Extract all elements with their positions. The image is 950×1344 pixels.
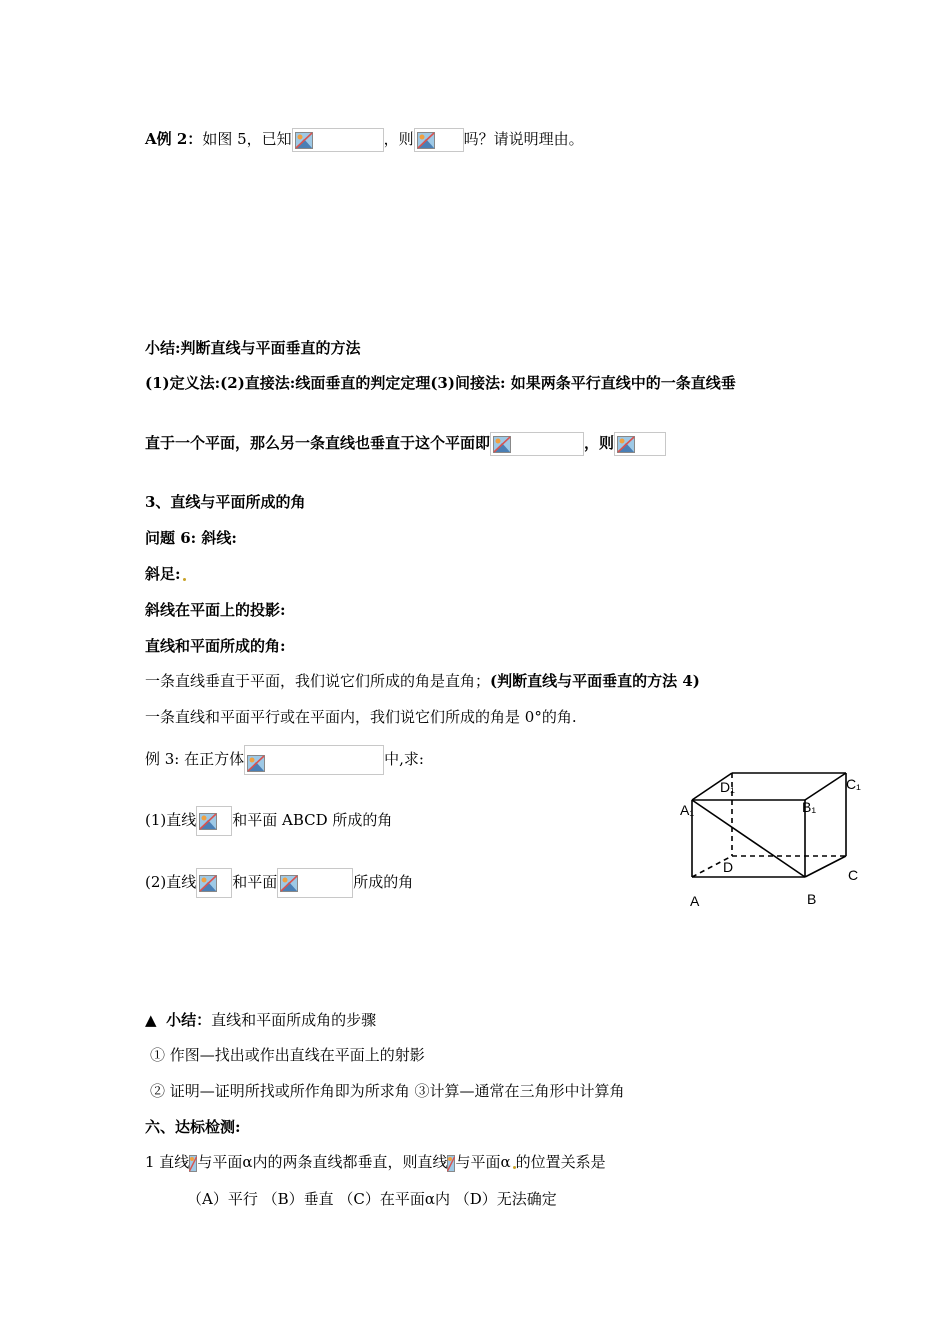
broken-image-icon xyxy=(196,806,232,836)
section3-parallel: 一条直线和平面平行或在平面内，我们说它们所成的角是 0°的角. xyxy=(145,708,577,726)
example3-q2c: 所成的角 xyxy=(353,873,414,891)
broken-image-icon xyxy=(244,745,384,775)
section6-q1a: 1 直线 xyxy=(145,1153,190,1171)
example2-text1: 如图 5，已知 xyxy=(202,130,292,148)
label-b: B xyxy=(807,891,817,907)
edge-b1-c1 xyxy=(805,773,846,800)
section3-foot-text: 斜足: xyxy=(145,565,181,583)
section3-angle: 直线和平面所成的角: xyxy=(145,637,286,655)
triangle-marker: ▲ xyxy=(145,1011,157,1029)
section3-perp-text: 一条直线垂直于平面，我们说它们所成的角是直角； xyxy=(145,672,491,690)
example3-intro1: 例 3: 在正方体 xyxy=(145,750,245,768)
summary1-line1: (1)定义法:(2)直接法:线面垂直的判定定理(3)间接法: 如果两条平行直线中的一条直线垂 xyxy=(145,374,736,392)
label-c: C xyxy=(848,867,859,883)
example3-q1a: (1)直线 xyxy=(145,811,197,829)
edge-b-c xyxy=(805,856,846,877)
broken-image-icon xyxy=(277,868,353,898)
label-b1: B₁ xyxy=(802,799,817,815)
section3-projection: 斜线在平面上的投影: xyxy=(145,601,286,619)
summary1-line2b-text: ，则 xyxy=(584,434,615,452)
section3-title: 3、直线与平面所成的角 xyxy=(145,493,306,511)
dot-marker xyxy=(183,578,186,581)
broken-image-icon xyxy=(447,1155,455,1172)
summary2-label: 小结： xyxy=(166,1011,212,1029)
label-a1: A₁ xyxy=(680,802,695,818)
label-c1: C₁ xyxy=(846,776,861,792)
example3-q2 xyxy=(145,868,413,898)
label-d1: D₁ xyxy=(720,779,735,795)
summary1-line2 xyxy=(145,432,666,456)
broken-image-icon xyxy=(196,868,232,898)
example2-text2: ，则 xyxy=(383,130,414,148)
example3-q1 xyxy=(145,806,392,836)
section3-perp xyxy=(145,671,700,691)
example3-q2b: 和平面 xyxy=(232,873,278,891)
section3-q6: 问题 6: 斜线: xyxy=(145,529,237,547)
summary1-title: 小结:判断直线与平面垂直的方法 xyxy=(145,339,361,357)
section6-q1c: 与平面α xyxy=(455,1153,511,1171)
section6-q1d: 的位置关系是 xyxy=(515,1153,606,1171)
broken-image-icon xyxy=(189,1155,197,1172)
section6-q1b: 与平面α内的两条直线都垂直，则直线 xyxy=(197,1153,448,1171)
example2-line xyxy=(145,128,584,152)
section3-foot xyxy=(145,564,186,584)
example3-intro xyxy=(145,745,424,775)
example3-intro2: 中,求: xyxy=(384,750,424,768)
summary2-step2: ② 证明—证明所找或所作角即为所求角 ③计算—通常在三角形中计算角 xyxy=(150,1082,625,1100)
section3-perp-bold: (判断直线与平面垂直的方法 4) xyxy=(490,672,700,690)
section6-options: （A）平行 （B）垂直 （C）在平面α内 （D）无法确定 xyxy=(187,1190,557,1208)
broken-image-icon xyxy=(292,128,384,152)
broken-image-icon xyxy=(490,432,584,456)
summary2-text: 直线和平面所成角的步骤 xyxy=(211,1011,377,1029)
example3-q1b: 和平面 ABCD 所成的角 xyxy=(232,811,393,829)
cube-diagram xyxy=(670,770,870,920)
example3-q2a: (2)直线 xyxy=(145,873,197,891)
summary2-title xyxy=(145,1010,376,1030)
section6-title: 六、达标检测: xyxy=(145,1118,241,1136)
label-d: D xyxy=(723,859,734,875)
broken-image-icon xyxy=(614,432,666,456)
example2-prefix: A例 2： xyxy=(145,130,203,148)
summary2-step1: ① 作图—找出或作出直线在平面上的射影 xyxy=(150,1046,425,1064)
example2-text3: 吗？请说明理由。 xyxy=(463,130,584,148)
diagonal-a1-b xyxy=(692,800,805,877)
section6-q1 xyxy=(145,1152,606,1172)
broken-image-icon xyxy=(414,128,464,152)
label-a: A xyxy=(690,893,700,909)
summary1-line2-text: 直于一个平面，那么另一条直线也垂直于这个平面即 xyxy=(145,434,491,452)
